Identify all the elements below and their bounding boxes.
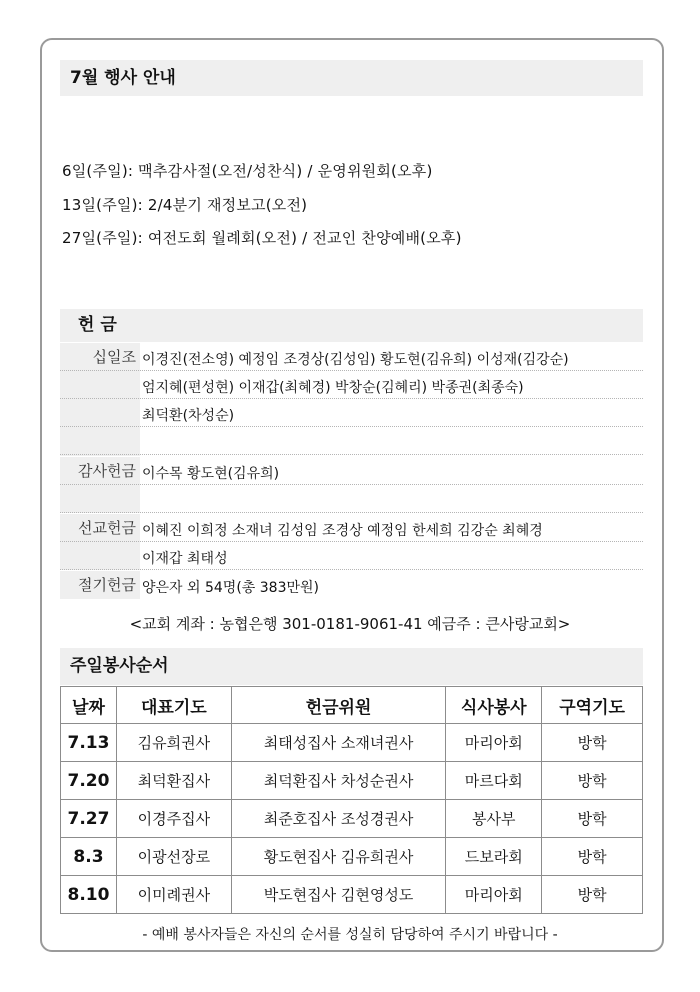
season-label: 절기헌금 bbox=[60, 571, 140, 599]
mission-names: 이재갑 최태성 bbox=[142, 551, 228, 567]
table-row bbox=[61, 800, 643, 838]
prayer-cell: 이광선장로 bbox=[116, 838, 231, 876]
table-row bbox=[61, 876, 643, 914]
prayer-cell: 김유희권사 bbox=[116, 724, 231, 762]
district-cell: 방학 bbox=[542, 876, 643, 914]
season-names: 양은자 외 54명(총 383만원) bbox=[142, 580, 320, 596]
district-cell: 방학 bbox=[542, 724, 643, 762]
meal-cell: 드보라회 bbox=[446, 838, 542, 876]
meal-cell: 마리아회 bbox=[446, 876, 542, 914]
table-row bbox=[61, 724, 643, 762]
event-item: 27일(주일): 여전도회 월례회(오전) / 전교인 찬양예배(오후) bbox=[62, 229, 462, 247]
date-cell: 7.20 bbox=[61, 762, 117, 800]
committee-cell: 최준호집사 조성경권사 bbox=[231, 800, 446, 838]
tithe-label: 십일조 bbox=[60, 343, 140, 456]
committee-cell: 최태성집사 소재녀권사 bbox=[231, 724, 446, 762]
prayer-cell: 최덕환집사 bbox=[116, 762, 231, 800]
header-prayer: 대표기도 bbox=[116, 687, 231, 724]
committee-cell: 박도현집사 김현영성도 bbox=[231, 876, 446, 914]
tithe-names: 엄지혜(편성현) 이재갑(최혜경) 박창순(김혜리) 박종권(최종숙) bbox=[142, 380, 524, 396]
district-cell: 방학 bbox=[542, 838, 643, 876]
header-date: 날짜 bbox=[61, 687, 117, 724]
tithe-names: 최덕환(차성순) bbox=[142, 408, 235, 424]
table-row bbox=[61, 762, 643, 800]
committee-cell: 최덕환집사 차성순권사 bbox=[231, 762, 446, 800]
event-item: 6일(주일): 맥추감사절(오전/성찬식) / 운영위원회(오후) bbox=[62, 162, 433, 180]
district-cell: 방학 bbox=[542, 800, 643, 838]
district-cell: 방학 bbox=[542, 762, 643, 800]
header-offering-committee: 헌금위원 bbox=[231, 687, 446, 724]
offering-row bbox=[60, 427, 643, 455]
events-title: 7월 행사 안내 bbox=[60, 60, 643, 96]
event-item: 13일(주일): 2/4분기 재정보고(오전) bbox=[62, 196, 308, 214]
prayer-cell: 이미례권사 bbox=[116, 876, 231, 914]
church-account: <교회 계좌 : 농협은행 301-0181-9061-41 예금주 : 큰사랑교회> bbox=[129, 615, 571, 633]
date-cell: 7.27 bbox=[61, 800, 117, 838]
header-meal-service: 식사봉사 bbox=[446, 687, 542, 724]
offering-title: 헌 금 bbox=[60, 309, 643, 342]
committee-cell: 황도현집사 김유희권사 bbox=[231, 838, 446, 876]
mission-label: 선교헌금 bbox=[60, 514, 140, 570]
thanks-names: 이수목 황도현(김유희) bbox=[142, 466, 280, 482]
date-cell: 8.10 bbox=[61, 876, 117, 914]
date-cell: 7.13 bbox=[61, 724, 117, 762]
meal-cell: 마르다회 bbox=[446, 762, 542, 800]
offering-row bbox=[60, 485, 643, 513]
service-table bbox=[60, 686, 643, 914]
meal-cell: 봉사부 bbox=[446, 800, 542, 838]
prayer-cell: 이경주집사 bbox=[116, 800, 231, 838]
header-district-prayer: 구역기도 bbox=[542, 687, 643, 724]
mission-names: 이혜진 이희정 소재녀 김성임 조경상 예정임 한세희 김강순 최혜경 bbox=[142, 523, 543, 539]
thanks-label: 감사헌금 bbox=[60, 457, 140, 513]
table-row bbox=[61, 838, 643, 876]
tithe-names: 이경진(전소영) 예정임 조경상(김성임) 황도현(김유희) 이성재(김강순) bbox=[142, 352, 569, 368]
table-header-row bbox=[61, 687, 643, 724]
service-title: 주일봉사순서 bbox=[60, 648, 643, 685]
service-note: - 예배 봉사자들은 자신의 순서를 성실히 담당하여 주시기 바랍니다 - bbox=[142, 927, 558, 943]
meal-cell: 마리아회 bbox=[446, 724, 542, 762]
date-cell: 8.3 bbox=[61, 838, 117, 876]
